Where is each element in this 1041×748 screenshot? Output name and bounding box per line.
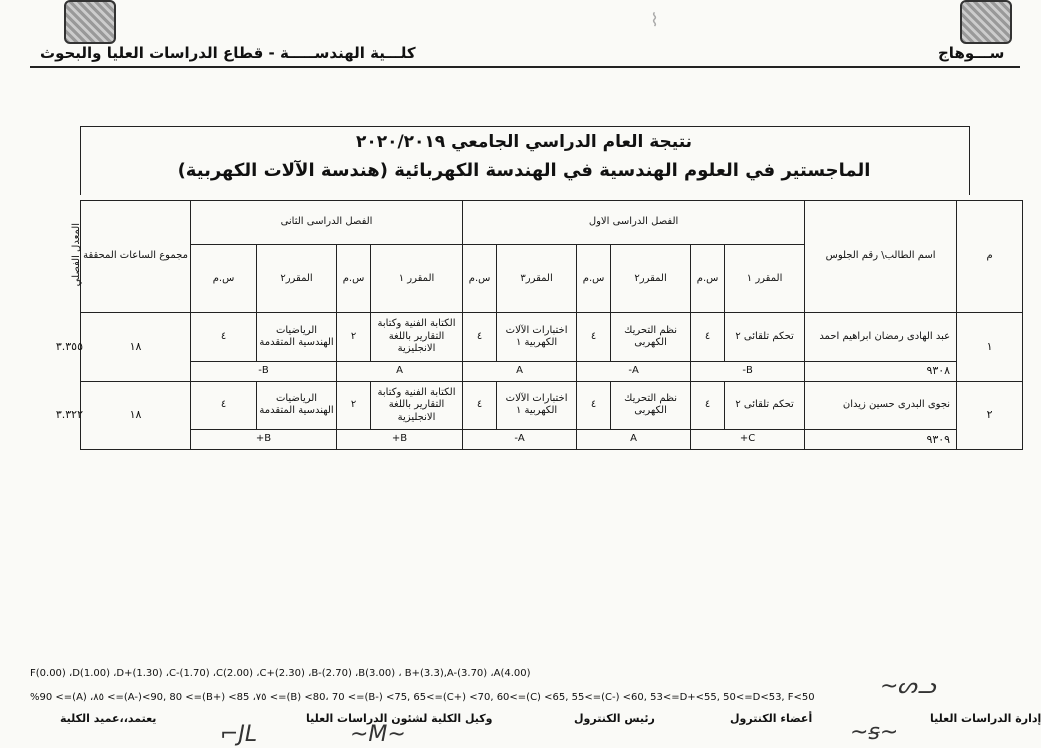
grade-cell: B- <box>691 361 805 381</box>
term2-header: الفصل الدراسى الثانى <box>191 201 463 245</box>
grade-cell: A <box>463 361 577 381</box>
grade-cell: A <box>337 361 463 381</box>
grade-cell: B+ <box>337 429 463 449</box>
university-header: ســـوهاج <box>938 44 1005 62</box>
serial-cell: ٢ <box>957 381 1023 449</box>
credit-cell: ٤ <box>577 381 611 429</box>
course-cell: الرياضيات الهندسية المتقدمة <box>257 313 337 361</box>
t1-credit3-header: س.م <box>463 245 497 313</box>
handwritten-signature: ⌐JL <box>220 722 258 747</box>
course-cell: الرياضيات الهندسية المتقدمة <box>257 381 337 429</box>
total-hours-cell: ١٨ <box>81 381 191 449</box>
course-cell: تحكم تلقائى ٢ <box>725 313 805 361</box>
course-cell: تحكم تلقائى ٢ <box>725 381 805 429</box>
t2-course2-header: المقرر٢ <box>257 245 337 313</box>
handwritten-signature: ~ꞩ~ <box>850 720 899 745</box>
grade-ranges-legend: %90 <=(A) ،٨٥ <=(A-)<90, 80 <=(B+) <85 ،٧٥ <=(B) <80، 70 <=(B-) <75, 65<=(C+) <70, 60<=(C) <65, 55<=(C-) <60, 53<=D+<55, 50<=D<53, F<50 <box>30 692 815 703</box>
term1-header: الفصل الدراسى الاول <box>463 201 805 245</box>
total-hours-header: مجموع الساعات المحققة <box>81 201 191 313</box>
course-cell: اختبارات الآلات الكهربية ١ <box>497 381 577 429</box>
grade-cell: C+ <box>691 429 805 449</box>
course-cell: الكتابة الفنية وكتابة التقارير باللغة الانجليزية <box>371 381 463 429</box>
student-name: عبد الهادى رمضان ابراهيم احمد <box>805 313 957 361</box>
course-cell: نظم التحريك الكهربى <box>611 313 691 361</box>
results-table: م اسم الطالب\ رقم الجلوس الفصل الدراسى الاول الفصل الدراسى الثانى مجموع الساعات المحققة المعدل الفصلي المقرر ١ س.م المقرر٢ س.م المقرر٣ س.م المقرر ١ س.م المقرر٢ س.م ١ عبد الهادى رمضان ابراهيم احمد تحكم تلقائى ٢ ٤ نظم التحريك الكهربى ٤ اختبارات الآلات الكهربية ١ ٤ الكتابة الفنية وكتابة التقارير باللغة الانجليزية ٢ الرياضيات الهندسية المتقدمة ٤ ١٨ ٣.٣٥٥ ٩٣٠٨ B- A- A A B- ٢ نجوى البدرى حسين زيدان تحكم تلقائى ٢ ٤ نظم التحريك الكهربى ٤ اختبارات الآلات الكهربية ١ ٤ الكتابة الفنية وكتابة التقارير باللغة الانجليزية ٢ الرياضيات الهندسية المتقدمة ٤ ١٨ ٣.٣٢٢ ٩٣٠٩ C+ A A- B+ B+ <box>80 200 1023 450</box>
t1-credit2-header: س.م <box>577 245 611 313</box>
course-cell: الكتابة الفنية وكتابة التقارير باللغة الانجليزية <box>371 313 463 361</box>
handwritten-signature: ~ᔕᓗ <box>880 674 937 699</box>
t1-course1-header: المقرر ١ <box>725 245 805 313</box>
header-divider <box>30 66 1020 68</box>
course-cell: نظم التحريك الكهربى <box>611 381 691 429</box>
handwritten-signature: ~M~ <box>350 722 406 747</box>
signature-members: أعضاء الكنترول <box>730 712 813 725</box>
student-header: اسم الطالب\ رقم الجلوس <box>805 201 957 313</box>
signature-vice: وكيل الكلية لشئون الدراسات العليا <box>306 712 493 725</box>
credit-cell: ٤ <box>691 381 725 429</box>
signature-head: رئيس الكنترول <box>574 712 655 725</box>
serial-cell: ١ <box>957 313 1023 381</box>
credit-cell: ٤ <box>691 313 725 361</box>
faculty-header: كلـــية الهندســـــة - قطاع الدراسات العليا والبحوث <box>40 44 416 62</box>
credit-cell: ٤ <box>463 381 497 429</box>
signature-dean: يعتمد،،عميد الكلية <box>60 712 157 725</box>
credit-cell: ٢ <box>337 313 371 361</box>
program-title: الماجستير في العلوم الهندسية في الهندسة الكهربائية (هندسة الآلات الكهربية) <box>177 160 871 181</box>
grade-cell: A- <box>463 429 577 449</box>
credit-cell: ٤ <box>191 313 257 361</box>
serial-header: م <box>957 201 1023 313</box>
credit-cell: ٢ <box>337 381 371 429</box>
seat-number: ٩٣٠٩ <box>805 429 957 449</box>
t2-course1-header: المقرر ١ <box>371 245 463 313</box>
university-logo-right <box>960 0 1012 44</box>
credit-cell: ٤ <box>577 313 611 361</box>
t1-credit1-header: س.م <box>691 245 725 313</box>
credit-cell: ٤ <box>191 381 257 429</box>
grade-cell: B+ <box>191 429 337 449</box>
grade-points-legend: F(0.00) ،D(1.00) ،D+(1.30) ،C-(1.70) ،C(2.00) ،C+(2.30) ،B-(2.70) ،B(3.00) ، B+(3.3),A-(3.70) ،A(4.00) <box>30 668 531 679</box>
t2-credit2-header: س.م <box>191 245 257 313</box>
grade-cell: B- <box>191 361 337 381</box>
page-title: نتيجة العام الدراسي الجامعي ٢٠٢٠/٢٠١٩ <box>355 132 693 152</box>
signature-admin: إدارة الدراسات العليا <box>930 712 1041 725</box>
credit-cell: ٤ <box>463 313 497 361</box>
faculty-logo-left <box>64 0 116 44</box>
t2-credit1-header: س.م <box>337 245 371 313</box>
student-name: نجوى البدرى حسين زيدان <box>805 381 957 429</box>
t1-course3-header: المقرر٣ <box>497 245 577 313</box>
t1-course2-header: المقرر٢ <box>611 245 691 313</box>
pen-mark-icon: ⌇ <box>650 10 659 31</box>
grade-cell: A- <box>577 361 691 381</box>
total-hours-cell: ١٨ <box>81 313 191 381</box>
gpa-header-text: المعدل الفصلي <box>70 222 82 287</box>
course-cell: اختبارات الآلات الكهربية ١ <box>497 313 577 361</box>
seat-number: ٩٣٠٨ <box>805 361 957 381</box>
grade-cell: A <box>577 429 691 449</box>
